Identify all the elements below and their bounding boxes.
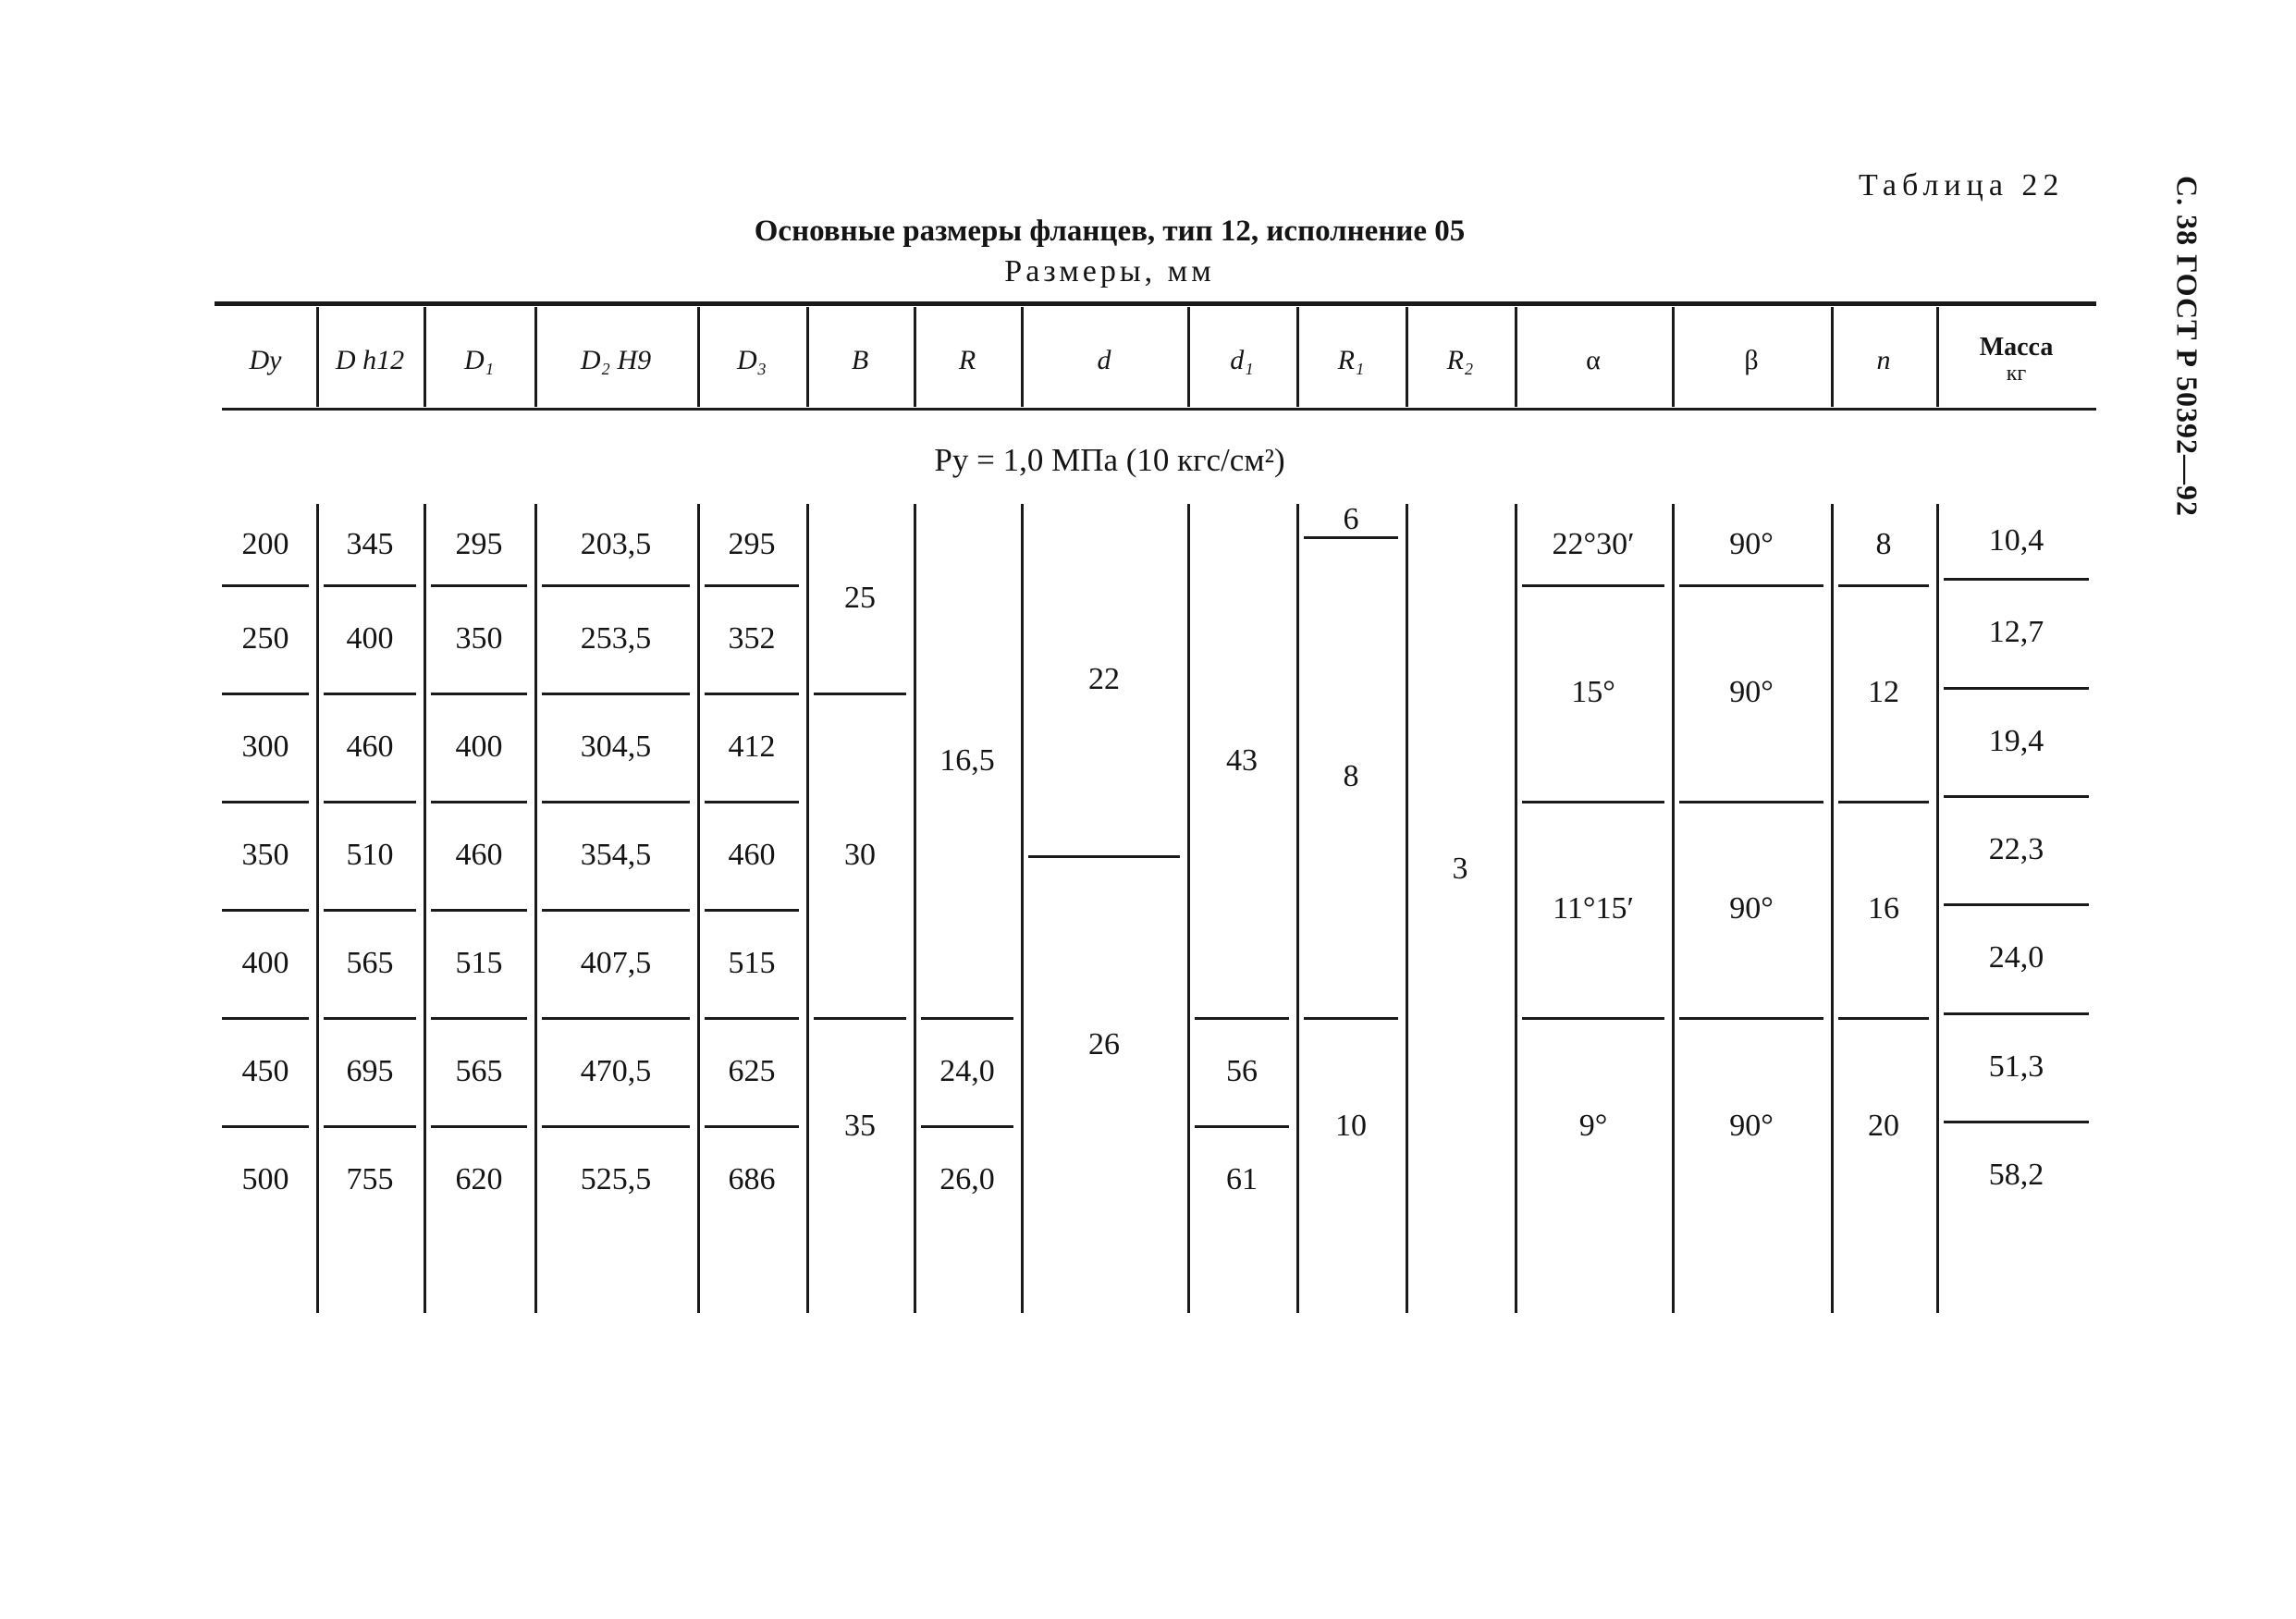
- header-r1: [1296, 314, 1406, 407]
- header-d1-small-label: d₁: [1230, 345, 1254, 375]
- cell-dy: 250: [241, 620, 289, 656]
- cell-d: 26: [1088, 1026, 1120, 1061]
- cell-d3: 625: [728, 1053, 776, 1088]
- header-column-rule: [1021, 307, 1024, 407]
- cell-d1: 400: [455, 729, 503, 764]
- header-column-rule: [1187, 307, 1190, 407]
- header-column-rule: [424, 307, 426, 407]
- header-b-label: B: [851, 345, 869, 375]
- header-d1-label: D₁: [463, 345, 495, 375]
- cell-b: 35: [844, 1108, 876, 1143]
- cell-mass: 58,2: [1988, 1158, 2044, 1192]
- header-r2: [1406, 314, 1515, 407]
- header-n-label: n: [1876, 345, 1891, 375]
- cell-mass: 51,3: [1988, 1049, 2044, 1084]
- cell-r: 24,0: [939, 1053, 995, 1088]
- header-r2-label: R₂: [1446, 345, 1474, 375]
- header-d1: [424, 314, 534, 407]
- cell-n: 16: [1868, 891, 1899, 926]
- cell-mass: 12,7: [1988, 615, 2044, 649]
- cell-dy: 500: [241, 1162, 289, 1196]
- header-d-label: d: [1097, 345, 1111, 375]
- header-dy-label: Dу: [249, 345, 282, 375]
- cell-d-h12: 460: [346, 729, 394, 764]
- cell-d-h12: 400: [346, 620, 394, 656]
- pressure-caption: Pу = 1,0 МПа (10 кгс/см²): [934, 442, 1285, 478]
- cell-dy: 450: [241, 1053, 289, 1088]
- header-bottom-rule: [222, 408, 2096, 411]
- cell-dy: 350: [241, 837, 289, 872]
- header-d3-label: D₃: [736, 345, 767, 375]
- cell-d-h12: 755: [346, 1162, 394, 1196]
- header-column-rule: [697, 307, 700, 407]
- cell-d-h12: 695: [346, 1053, 394, 1088]
- cell-d2-h9: 470,5: [580, 1053, 652, 1088]
- header-r1-label: R₁: [1337, 345, 1365, 375]
- cell-d1-small: 56: [1226, 1053, 1258, 1088]
- header-column-rule: [1515, 307, 1517, 407]
- cell-d3: 295: [728, 526, 776, 561]
- cell-d1: 460: [455, 837, 503, 872]
- cell-d-h12: 510: [346, 837, 394, 872]
- table-top-rule: [215, 301, 2096, 306]
- header-b: [806, 314, 914, 407]
- header-column-rule: [1831, 307, 1834, 407]
- cell-d3: 686: [728, 1162, 776, 1196]
- units-caption: Размеры, мм: [1004, 254, 1215, 288]
- header-d3: [697, 314, 806, 407]
- table-title: Основные размеры фланцев, тип 12, исполнение 05: [754, 215, 1466, 248]
- cell-dy: 300: [241, 729, 289, 764]
- cell-d1: 350: [455, 620, 503, 656]
- header-d2-h9: [534, 314, 697, 407]
- cell-d2-h9: 407,5: [580, 945, 652, 980]
- cell-n: 8: [1875, 526, 1892, 561]
- header-d-h12: [316, 314, 424, 407]
- cell-alpha: 11°15′: [1553, 891, 1634, 926]
- cell-d3: 515: [728, 945, 776, 980]
- header-d2-h9-label: D₂ H9: [580, 345, 652, 375]
- table-number: Таблица 22: [1859, 168, 2065, 202]
- cell-d-h12: 345: [346, 526, 394, 561]
- header-mass: [1936, 314, 2096, 407]
- header-column-rule: [1296, 307, 1299, 407]
- cell-beta: 90°: [1729, 891, 1774, 926]
- header-alpha: [1515, 314, 1672, 407]
- header-alpha-label: α: [1586, 345, 1601, 375]
- cell-d1: 620: [455, 1162, 503, 1196]
- header-d-h12-label: D h12: [335, 345, 405, 375]
- header-column-rule: [534, 307, 537, 407]
- cell-b: 30: [844, 837, 876, 872]
- cell-beta: 90°: [1729, 526, 1774, 561]
- cell-d3: 352: [728, 620, 776, 656]
- cell-dy: 400: [241, 945, 289, 980]
- header-r-label: R: [958, 345, 976, 375]
- header-r: [914, 314, 1021, 407]
- cell-d2-h9: 525,5: [580, 1162, 652, 1196]
- cell-d1: 565: [455, 1053, 503, 1088]
- header-beta-label: β: [1744, 345, 1759, 375]
- cell-beta: 90°: [1729, 675, 1774, 709]
- cell-b: 25: [844, 581, 876, 615]
- header-beta: [1672, 314, 1831, 407]
- cell-d2-h9: 203,5: [580, 526, 652, 561]
- cell-r: 16,5: [939, 742, 995, 778]
- cell-d3: 412: [728, 729, 776, 764]
- cell-r: 26,0: [939, 1162, 995, 1196]
- cell-d1: 515: [455, 945, 503, 980]
- cell-n: 12: [1868, 675, 1899, 709]
- cell-d1-small: 61: [1226, 1162, 1258, 1196]
- cell-r1: 8: [1343, 758, 1359, 793]
- cell-beta: 90°: [1729, 1108, 1774, 1143]
- cell-r1: 10: [1335, 1108, 1367, 1143]
- page-side-label: С. 38 ГОСТ Р 50392—92: [2170, 176, 2204, 517]
- header-column-rule: [1406, 307, 1408, 407]
- cell-d1: 295: [455, 526, 503, 561]
- cell-n: 20: [1868, 1108, 1899, 1143]
- cell-alpha: 22°30′: [1552, 526, 1635, 561]
- cell-d-h12: 565: [346, 945, 394, 980]
- cell-d2-h9: 304,5: [580, 729, 652, 764]
- cell-d2-h9: 354,5: [580, 837, 652, 872]
- header-d: [1021, 314, 1187, 407]
- header-d1-small: [1187, 314, 1296, 407]
- header-n: [1831, 314, 1936, 407]
- header-column-rule: [806, 307, 809, 407]
- cell-alpha: 15°: [1571, 675, 1615, 709]
- cell-mass: 24,0: [1988, 940, 2044, 975]
- cell-mass: 22,3: [1988, 831, 2044, 866]
- cell-r2: 3: [1452, 852, 1468, 886]
- header-column-rule: [914, 307, 916, 407]
- cell-alpha: 9°: [1578, 1108, 1608, 1143]
- cell-d: 22: [1088, 661, 1120, 696]
- header-column-rule: [1672, 307, 1675, 407]
- header-mass-label: Масса: [1979, 333, 2054, 362]
- header-dy: [215, 314, 316, 407]
- cell-mass: 19,4: [1988, 723, 2044, 758]
- header-column-rule: [316, 307, 319, 407]
- header-column-rule: [1936, 307, 1939, 407]
- cell-dy: 200: [241, 526, 289, 561]
- header-mass-unit: кг: [2006, 362, 2027, 386]
- cell-mass: 10,4: [1988, 523, 2044, 558]
- cell-d3: 460: [728, 837, 776, 872]
- cell-d1-small: 43: [1226, 742, 1258, 778]
- cell-r1: 6: [1343, 502, 1359, 537]
- cell-d2-h9: 253,5: [580, 620, 652, 656]
